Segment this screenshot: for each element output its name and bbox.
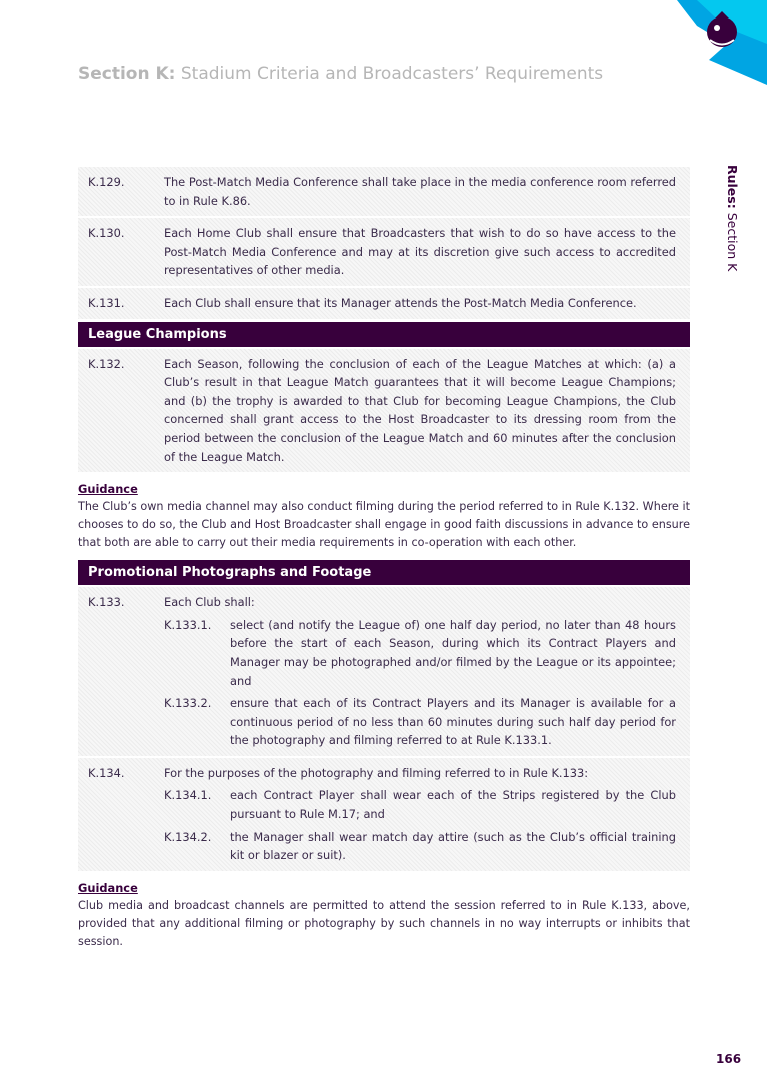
main-content — [78, 167, 690, 959]
rule-number: K.129. — [88, 175, 125, 189]
guidance-text: The Club’s own media channel may also conduct filming during the period referred to in Rule K.132. Where it chooses to do so, the Club and Host Broadcaster shall engage in good faith discussions in advance to ensure that both are able to carry out their media requirements in co-operation with each other. — [78, 500, 690, 550]
rule-text: Each Club shall: — [164, 595, 255, 610]
rule-body — [164, 593, 676, 750]
rule-k133 — [78, 587, 690, 756]
sub-rule-number: K.134.2. — [164, 829, 212, 844]
side-section-label — [725, 165, 740, 271]
side-label-text: Section K — [725, 208, 740, 272]
sub-rule-text: each Contract Player shall wear each of the Strips registered by the Club pursuant to Rule M.17; and — [230, 788, 676, 822]
corner-decoration — [577, 0, 767, 85]
rule-number: K.132. — [88, 356, 125, 371]
section-header-bold: Section K: — [78, 64, 176, 84]
sub-rule-number: K.133.1. — [164, 617, 212, 632]
rule-number: K.130. — [88, 226, 125, 241]
guidance-title: Guidance — [78, 482, 138, 497]
section-title-promotional: Promotional Photographs and Footage — [78, 560, 690, 585]
sub-rule-number: K.133.2. — [164, 696, 212, 711]
rule-number: K.134. — [88, 765, 125, 780]
side-label-bold: Rules: — [725, 165, 740, 209]
section-title-league-champions: League Champions — [78, 322, 690, 347]
rule-text: Each Season, following the conclusion of each of the League Matches at which: (a) a Club’s result in that League Match guarantees that it will become League Champions; and (b) the trophy is awarded to that Club for becoming League Champions, the Club concerned shall grant access to the Host Broadcaster to its dressing room from the period between the conclusion of the League Match and 60 minutes after the conclusion of the League Match. — [164, 356, 676, 464]
rule-number: K.133. — [88, 595, 125, 610]
rule-body — [164, 764, 676, 865]
rule-k129 — [78, 167, 690, 216]
section-header-title: Stadium Criteria and Broadcasters’ Requirements — [175, 64, 604, 84]
sub-rule-k133-1 — [164, 616, 676, 690]
rule-k131 — [78, 288, 690, 319]
section-header — [78, 64, 603, 84]
sub-rule-k134-1 — [164, 786, 676, 823]
rule-k134 — [78, 758, 690, 871]
sub-rule-text: the Manager shall wear match day attire (such as the Club’s official training kit or blazer or suit). — [230, 829, 676, 863]
guidance-text: Club media and broadcast channels are permitted to attend the session referred to in Rule K.133, above, provided that any additional filming or photography by such channels in no way interrupts or inhibits that session. — [78, 898, 690, 948]
rule-text: The Post-Match Media Conference shall take place in the media conference room referred to in Rule K.86. — [164, 175, 676, 208]
rule-k130 — [78, 218, 690, 286]
sub-rule-k133-2 — [164, 694, 676, 750]
rule-text: For the purposes of the photography and filming referred to in Rule K.133: — [164, 765, 589, 780]
page-number: 166 — [716, 1052, 742, 1066]
sub-rule-number: K.134.1. — [164, 788, 212, 803]
rule-number: K.131. — [88, 295, 125, 310]
sub-rule-text: select (and notify the League of) one half day period, no later than 48 hours before the start of each Season, during which its Contract Players and Manager may be photographed and/or filmed by the League or its appointee; and — [230, 617, 676, 688]
rule-k132 — [78, 349, 690, 473]
rule-text: Each Home Club shall ensure that Broadcasters that wish to do so have access to the Post-Match Media Conference and may at its discretion give such access to accredited representatives of other media. — [164, 226, 676, 278]
sub-rule-k134-2 — [164, 828, 676, 865]
rule-text: Each Club shall ensure that its Manager attends the Post-Match Media Conference. — [164, 295, 637, 310]
sub-rule-text: ensure that each of its Contract Players and its Manager is available for a continuous period of no less than 60 minutes during such half day period for the photography and filming referred to at Rule K.133.1. — [230, 696, 676, 748]
guidance-title: Guidance — [78, 880, 138, 895]
